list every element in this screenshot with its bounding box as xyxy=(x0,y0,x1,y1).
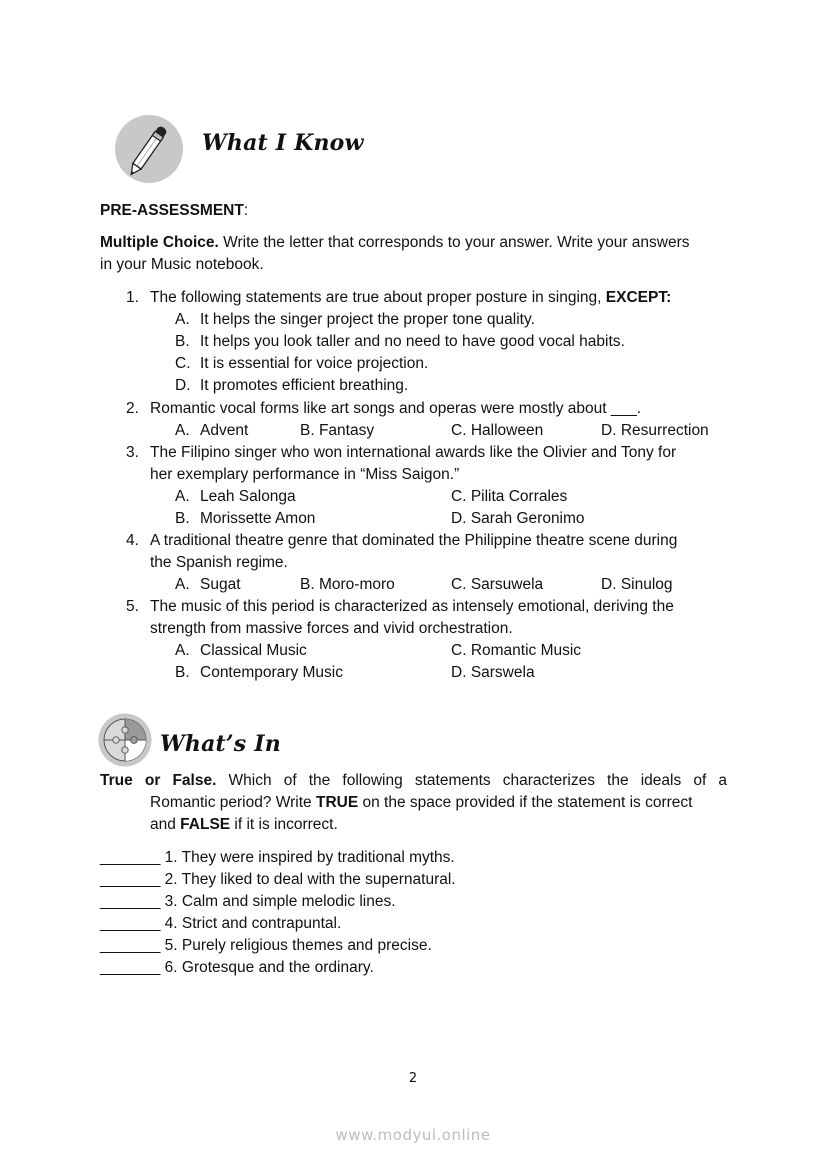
tf-instructions-text: Which of the following statements characterizes the ideals of a xyxy=(228,772,727,789)
option-text xyxy=(601,574,673,596)
tf-item xyxy=(100,847,455,869)
question-text-main: The following statements are true about proper posture in singing, xyxy=(150,289,606,306)
option-letter: A. xyxy=(175,422,190,439)
option-text xyxy=(451,508,585,530)
option-letter: C. xyxy=(451,488,467,505)
instructions-text: Write the letter that corresponds to your answer. Write your answers xyxy=(218,234,690,251)
option-value: Sarswela xyxy=(470,664,535,681)
option-value: Sarsuwela xyxy=(470,576,544,593)
option-text: It is essential for voice projection. xyxy=(200,355,429,372)
option-letter: A. xyxy=(175,488,190,505)
option-text: Advent xyxy=(200,422,249,439)
tf-item-text: Strict and contrapuntal. xyxy=(181,915,342,932)
option-text: Leah Salonga xyxy=(200,488,296,505)
tf-text: and xyxy=(150,816,181,833)
option-text: Sugat xyxy=(200,576,241,593)
option-letter: B. xyxy=(175,510,190,527)
option-letter: D. xyxy=(601,422,617,439)
tf-item xyxy=(100,957,374,979)
option-text xyxy=(300,574,395,596)
answer-blank[interactable]: _______ xyxy=(100,937,161,954)
tf-true-keyword: TRUE xyxy=(315,794,359,811)
option-value: Moro-moro xyxy=(318,576,395,593)
option-letter: C. xyxy=(451,422,467,439)
option-letter: A. xyxy=(175,311,190,328)
answer-blank[interactable]: _______ xyxy=(100,893,161,910)
pre-assessment-heading xyxy=(100,200,248,222)
option-letter: B. xyxy=(175,664,190,681)
answer-blank[interactable]: _______ xyxy=(100,849,161,866)
question-number: 1. xyxy=(126,289,139,306)
tf-item xyxy=(100,935,432,957)
tf-instructions-label: True or False. xyxy=(100,772,217,789)
tf-item-number: 5. xyxy=(164,937,178,954)
option-text xyxy=(451,662,535,684)
option-text: It helps the singer project the proper tone quality. xyxy=(200,311,535,328)
question-number: 5. xyxy=(126,598,139,615)
tf-item-text: Grotesque and the ordinary. xyxy=(181,959,374,976)
instructions-label: Multiple Choice. xyxy=(100,234,219,251)
question-number: 3. xyxy=(126,444,139,461)
option-text xyxy=(451,486,567,508)
option-text: It helps you look taller and no need to have good vocal habits. xyxy=(200,333,625,350)
option-letter: B. xyxy=(175,333,190,350)
tf-item-text: They were inspired by traditional myths. xyxy=(181,849,455,866)
section-title-what-i-know: What I Know xyxy=(202,130,364,156)
option-text: Classical Music xyxy=(200,642,307,659)
option-letter: B. xyxy=(300,576,315,593)
tf-item-number: 6. xyxy=(164,959,178,976)
tf-instructions-line-3 xyxy=(150,814,338,836)
tf-text: if it is incorrect. xyxy=(230,816,338,833)
tf-item-number: 2. xyxy=(164,871,178,888)
question-text: her exemplary performance in “Miss Saigon.” xyxy=(150,466,460,483)
option-text: Contemporary Music xyxy=(200,664,343,681)
option-letter: B. xyxy=(300,422,315,439)
option-value: Romantic Music xyxy=(470,642,582,659)
tf-item xyxy=(100,913,341,935)
pre-assessment-label: PRE-ASSESSMENT xyxy=(100,202,244,219)
tf-item xyxy=(100,869,456,891)
question-text: The music of this period is characterized as intensely emotional, deriving the xyxy=(150,598,674,615)
tf-item-number: 1. xyxy=(164,849,178,866)
option-letter: C. xyxy=(175,355,191,372)
option-text xyxy=(451,574,543,596)
question-text-bold: EXCEPT: xyxy=(605,289,672,306)
question-number: 4. xyxy=(126,532,139,549)
question-text: A traditional theatre genre that dominated the Philippine theatre scene during xyxy=(150,532,678,549)
tf-item-text: They liked to deal with the supernatural. xyxy=(181,871,456,888)
tf-item xyxy=(100,891,396,913)
option-letter: D. xyxy=(175,377,191,394)
instructions-line-2: in your Music notebook. xyxy=(100,256,264,273)
question-text: Romantic vocal forms like art songs and operas were mostly about ___. xyxy=(150,400,642,417)
tf-item-text: Purely religious themes and precise. xyxy=(181,937,432,954)
option-letter: A. xyxy=(175,576,190,593)
pencil-icon xyxy=(114,114,184,184)
option-text xyxy=(451,640,581,662)
question-text: the Spanish regime. xyxy=(150,554,288,571)
option-value: Sinulog xyxy=(620,576,673,593)
answer-blank[interactable]: _______ xyxy=(100,871,161,888)
question-number: 2. xyxy=(126,400,139,417)
tf-instructions-line-1 xyxy=(100,770,727,792)
watermark: www.modyul.online xyxy=(335,1126,491,1144)
tf-instructions-line-2 xyxy=(150,792,692,814)
option-letter: C. xyxy=(451,576,467,593)
option-value: Halloween xyxy=(470,422,544,439)
tf-false-keyword: FALSE xyxy=(180,816,231,833)
answer-blank[interactable]: _______ xyxy=(100,959,161,976)
option-letter: A. xyxy=(175,642,190,659)
option-letter: D. xyxy=(601,576,617,593)
option-value: Sarah Geronimo xyxy=(470,510,585,527)
option-letter: D. xyxy=(451,510,467,527)
pre-assessment-colon: : xyxy=(243,202,249,219)
tf-item-number: 4. xyxy=(164,915,178,932)
option-value: Resurrection xyxy=(620,422,709,439)
answer-blank[interactable]: _______ xyxy=(100,915,161,932)
option-letter: D. xyxy=(451,664,467,681)
puzzle-icon xyxy=(98,713,152,767)
tf-text: Romantic period? Write xyxy=(150,794,316,811)
question-text xyxy=(150,287,671,309)
option-text xyxy=(300,420,374,442)
option-text xyxy=(601,420,709,442)
page-number: 2 xyxy=(408,1071,418,1086)
option-text: It promotes efficient breathing. xyxy=(200,377,409,394)
option-text xyxy=(451,420,543,442)
section-title-whats-in: What’s In xyxy=(160,731,281,757)
option-value: Pilita Corrales xyxy=(470,488,568,505)
option-value: Fantasy xyxy=(318,422,375,439)
tf-item-number: 3. xyxy=(164,893,178,910)
option-text: Morissette Amon xyxy=(200,510,316,527)
instructions-line-1 xyxy=(100,232,690,254)
question-text: strength from massive forces and vivid orchestration. xyxy=(150,620,513,637)
question-text: The Filipino singer who won international awards like the Olivier and Tony for xyxy=(150,444,677,461)
tf-text: on the space provided if the statement is correct xyxy=(358,794,693,811)
option-letter: C. xyxy=(451,642,467,659)
tf-item-text: Calm and simple melodic lines. xyxy=(181,893,396,910)
